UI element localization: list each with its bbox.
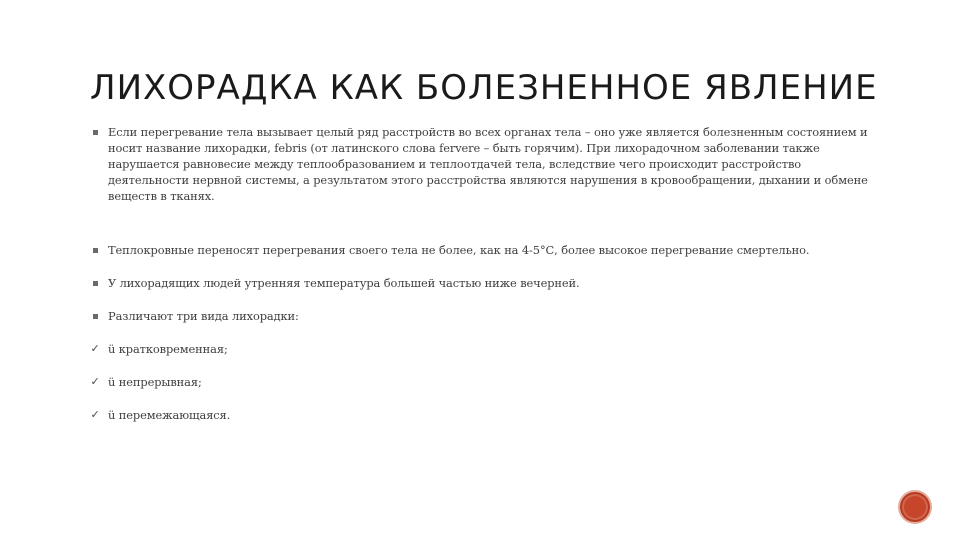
square-bullet-icon [88, 242, 102, 258]
checkmark-icon: ✓ [90, 408, 100, 421]
slide-content [88, 124, 868, 423]
square-bullet-icon [88, 124, 102, 140]
list-item [88, 308, 868, 324]
list-item-text: ü перемежающаяся. [108, 408, 231, 422]
list-item [88, 341, 868, 357]
list-item-text: ü непрерывная; [108, 375, 202, 389]
square-bullet-icon [88, 275, 102, 291]
list-item [88, 242, 868, 258]
list-item-text: Различают три вида лихорадки: [108, 309, 299, 323]
checkmark-icon: ✓ [90, 342, 100, 355]
list-item [88, 275, 868, 291]
list-item [88, 374, 868, 390]
list-item-text: У лихорадящих людей утренняя температура большей частью ниже вечерней. [108, 276, 580, 290]
square-bullet-icon [88, 308, 102, 324]
list-item-text: Теплокровные переносят перегревания своего тела не более, как на 4-5°С, более высокое перегревание смертельно. [108, 243, 810, 257]
list-item-text: ü кратковременная; [108, 342, 228, 356]
list-item [88, 124, 868, 204]
checkmark-icon: ✓ [90, 375, 100, 388]
decorative-circle-icon [898, 490, 932, 524]
list-item-text: Если перегревание тела вызывает целый ряд расстройств во всех органах тела – оно уже является болезненным состоянием и носит название лихорадки, febris (от латинского слова fervere – быть горячим). При лихорадочном заболевании также нарушается равновесие между теплообразованием и теплоотдачей тела, вследствие чего происходит расстройство деятельности нервной системы, а результатом этого расстройства являются нарушения в кровообращении, дыхании и обмене веществ в тканях. [108, 125, 868, 203]
list-item [88, 407, 868, 423]
slide-title: ЛИХОРАДКА КАК БОЛЕЗНЕННОЕ ЯВЛЕНИЕ [90, 68, 878, 108]
